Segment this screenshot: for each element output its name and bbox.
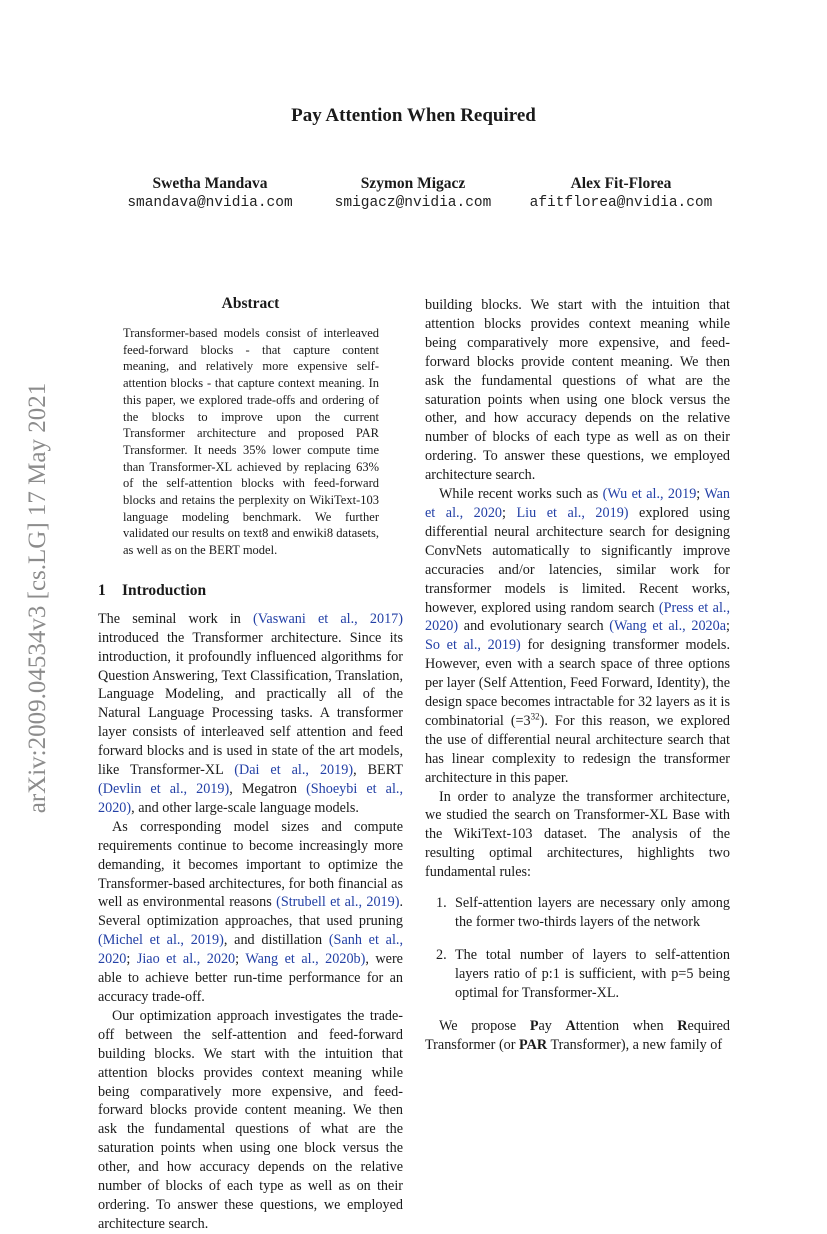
citation-link[interactable]: So et al., 2019) [425,637,521,654]
citation-link[interactable]: (Shoeybi et al., 2020) [98,781,403,816]
citation-link[interactable]: (Wu et al., 2019 [602,486,697,503]
citation-link[interactable]: (Wang et al., 2020a [609,618,727,635]
intro-paragraph-4: While recent works such as (Wu et al., 2019; Wan et al., 2020; Liu et al., 2019) explored using differential neural architecture search for designing ConvNets automatically to significantly improve accuracies and/or latencies, similar work for transformer models is limited. Recent works, however, explored using random search (Press et al., 2020) and evolutionary search (Wang et al., 2020a; So et al., 2019) for designing transformer models. However, even with a search space of three options per layer (Self Attention, Feed Forward, Identity), the design space becomes intractable for 32 layers as it is combinatorial $(=3^{32})$. For this reason, we explored the use of differential neural architecture search that has linear complexity to redesign the transformer architecture in this paper. [425,486,730,786]
author-name: Alex Fit-Florea [570,175,672,192]
citation-link[interactable]: (Devlin et al., 2019) [98,781,230,797]
right-column [425,296,730,1054]
author-name: Swetha Mandava [152,175,268,192]
intro-paragraph-5: In order to analyze the transformer architecture, we studied the search on Transformer-XL Base with the WikiText-103 dataset. The analysis of the resulting optimal architectures, highlights two fundamental rules: [425,788,730,881]
author-block [105,174,315,213]
intro-paragraph-3: Our optimization approach investigates the trade-off between the self-attention and feed-forward building blocks. We start with the intuition that attention blocks provides context meaning while being comparatively more expensive, and feed-forward blocks provide content meaning. We then ask the fundamental questions of what are the saturation points when using one block versus the other, and how accuracy depends on the relative number of blocks of each type as well as on their ordering. To answer these questions, we employed architecture search. [98,1007,403,1232]
citation-link[interactable]: Liu et al., 2019) [516,504,629,521]
list-item: 1. Self-attention layers are necessary only among the former two-thirds layers of the network [436,895,730,930]
intro-paragraph-2: As corresponding model sizes and compute requirements continue to become increasingly more demanding, it becomes important to optimize the Transformer-based architectures, for both financial as well as environmental reasons (Strubell et al., 2019). Several optimization approaches, that used pruning (Michel et al., 2019), and distillation (Sanh et al., 2020; Jiao et al., 2020; Wang et al., 2020b), were able to achieve better run-time performance for an accuracy trade-off. [98,818,403,1005]
intro-paragraph-1: The seminal work in (Vaswani et al., 2017) introduced the Transformer architecture. Since its introduction, it profoundly influenced algorithms for Question Answering, Text Classification, Translation, Language Modeling, and practically all of the Natural Language Processing tasks. A transformer layer consists of interleaved self attention and feed forward blocks and is used in state of the art models, like Transformer-XL (Dai et al., 2019), BERT (Devlin et al., 2019), Megatron (Shoeybi et al., 2020), and other large-scale language models. [98,610,403,816]
arxiv-watermark: arXiv:2009.04534v3 [cs.LG] 17 May 2021 [24,382,51,814]
intro-paragraph-3-continued: building blocks. We start with the intuition that attention blocks provides context meaning while being comparatively more expensive, and feed-forward blocks provide content meaning. We then ask the fundamental questions of what are the saturation points when using one block versus the other, and how accuracy depends on the relative number of blocks of each type as well as on their ordering. To answer these questions, we employed architecture search. [425,297,730,484]
rules-list [425,894,730,1003]
citation-link[interactable]: Wan et al., 2020 [425,486,730,521]
citation-link[interactable]: (Press et al., 2020) [425,599,730,635]
left-column [98,294,403,1232]
author-email: smandava@nvidia.com [127,195,293,211]
paper-title: Pay Attention When Required [291,105,536,126]
section-number: 1 [98,581,106,599]
section-heading [98,581,403,601]
intro-paragraph-6: We propose Pay Attention when Required Transformer (or PAR Transformer), a new family of [425,1017,731,1053]
author-email: smigacz@nvidia.com [334,195,492,211]
section-title: Introduction [122,581,207,599]
citation-link[interactable]: (Michel et al., 2019) [98,932,224,949]
author-email: afitflorea@nvidia.com [529,195,713,211]
citation-link[interactable]: Wang et al., 2020b) [245,951,366,968]
author-name: Szymon Migacz [360,175,466,192]
abstract-heading: Abstract [221,295,280,312]
author-block [516,174,726,213]
citation-link[interactable]: (Dai et al., 2019) [234,762,354,779]
citation-link[interactable]: (Sanh et al., 2020 [98,932,403,968]
abstract-text: Transformer-based models consist of interleaved feed-forward blocks - that capture content meaning, and relatively more expensive self-attention blocks - that capture context meaning. In this paper, we explored trade-offs and ordering of the blocks to improve upon the current Transformer architecture and proposed PAR Transformer. It needs 35% lower compute time than Transformer-XL achieved by replacing 63% of the self-attention blocks with feed-forward blocks and retains the perplexity on WikiText-103 language modeling benchmark. We further validated our results on text8 and enwiki8 datasets, as well as on the BERT model. [123,326,379,558]
citation-link[interactable]: Jiao et al., 2020 [136,951,236,968]
citation-link[interactable]: (Strubell et al., 2019) [276,894,400,911]
author-block [308,174,518,213]
list-item: 2. The total number of layers to self-attention layers ratio of p:1 is sufficient, with p=5 being optimal for Transformer-XL. [436,946,730,1001]
citation-link[interactable]: (Vaswani et al., 2017) [253,610,403,627]
